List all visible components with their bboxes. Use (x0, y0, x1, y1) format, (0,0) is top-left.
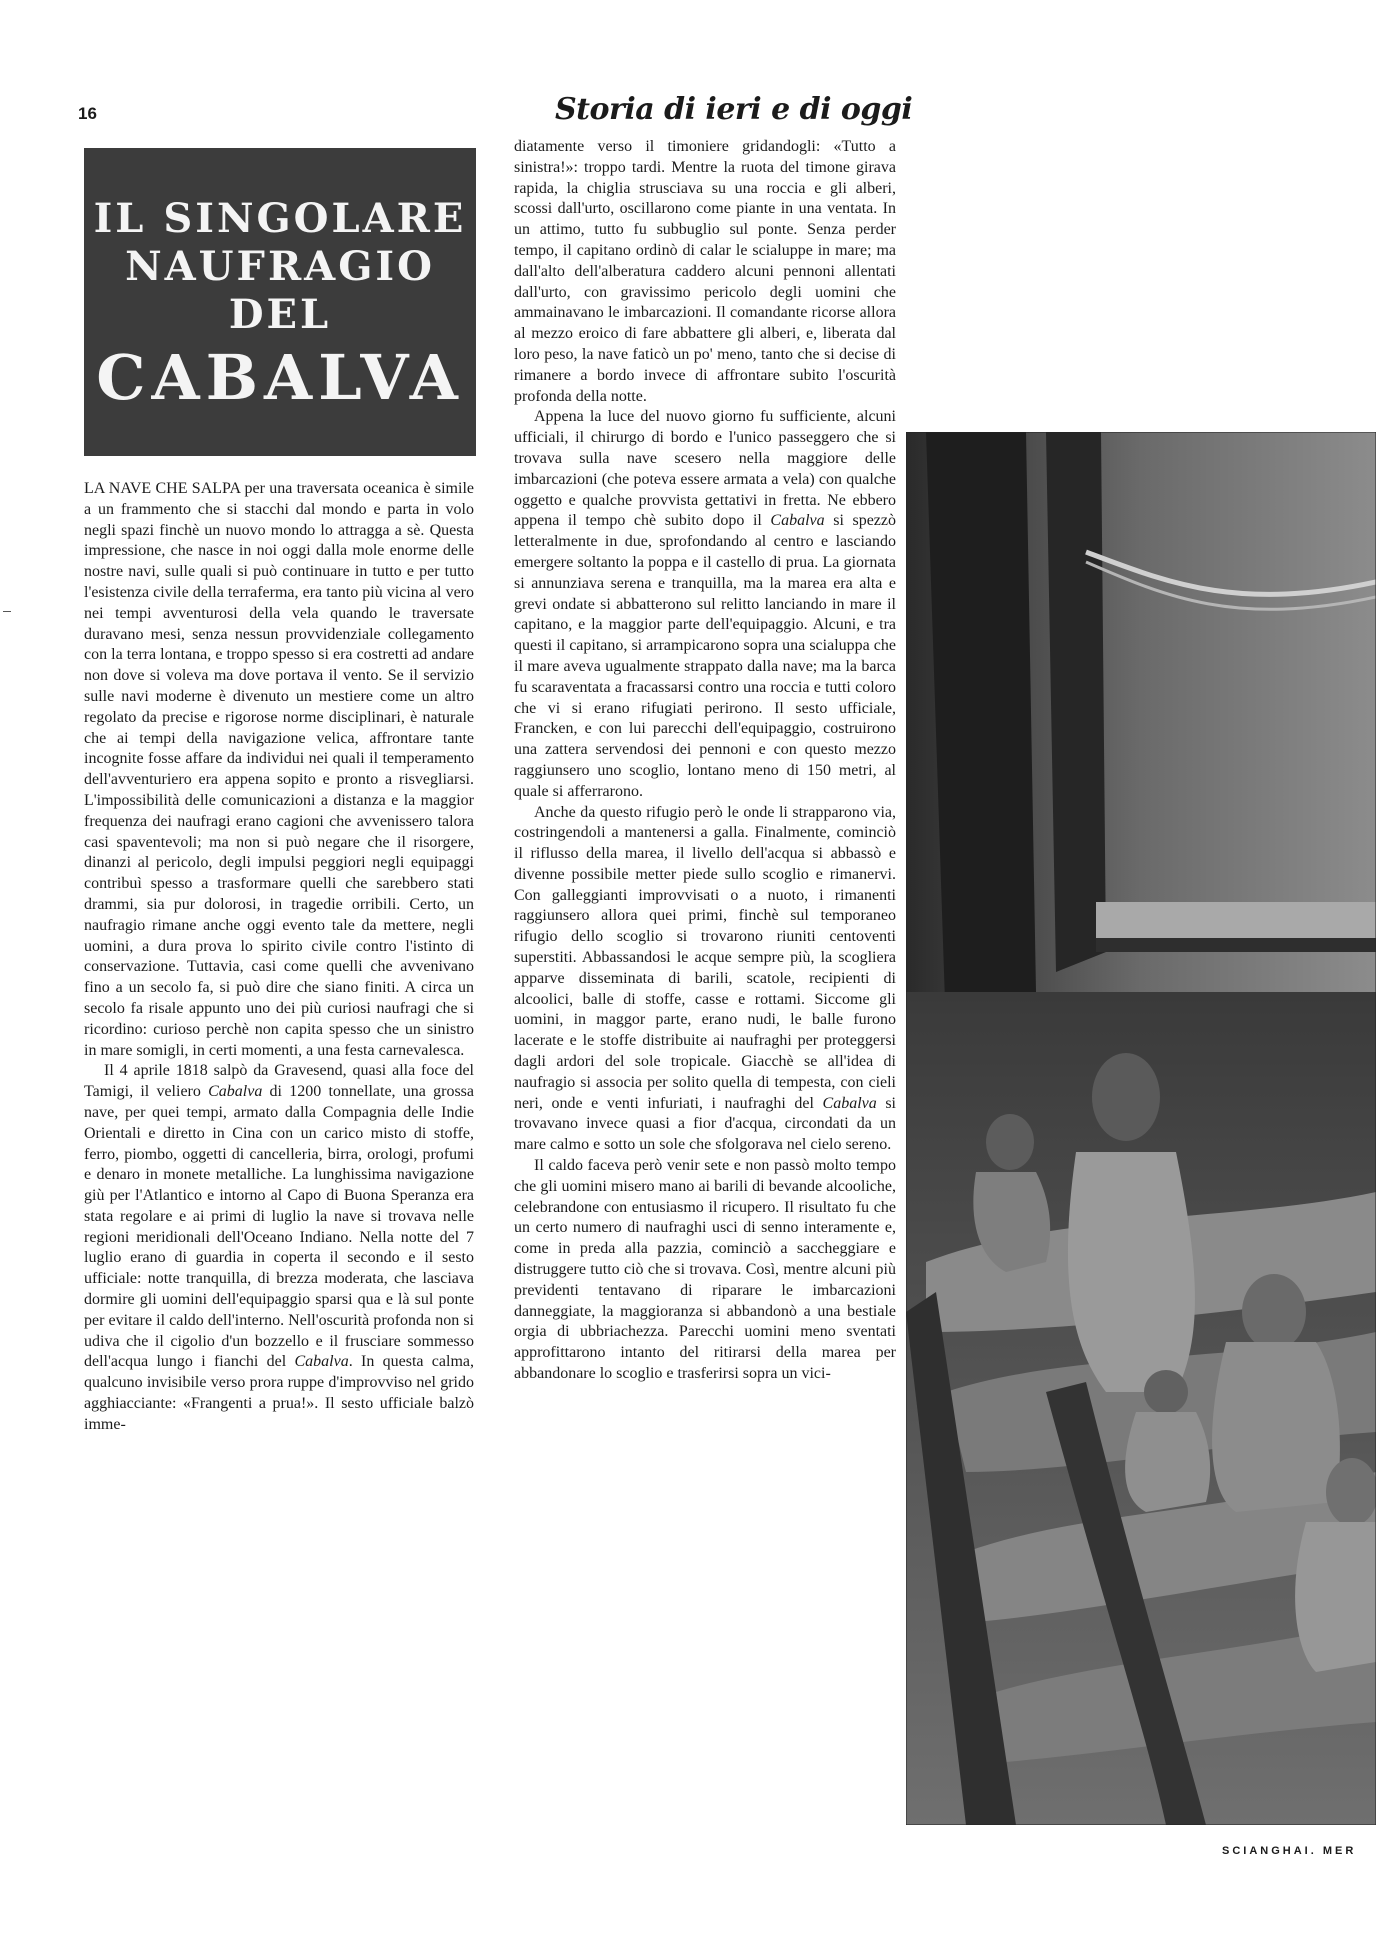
ship-name: Cabalva (770, 512, 825, 530)
ship-name: Cabalva (294, 1353, 349, 1371)
title-line-4: CABALVA (96, 341, 464, 414)
title-line-1: IL SINGOLARE (93, 195, 467, 242)
paragraph: Anche da questo rifugio però le onde li strapparono via, costringendoli a mantenersi a galla. Finalmente, cominciò il riflusso della marea, il livello dell'acqua si abbassò e divenne possibile metter piede sullo scoglio e rimanervi. Con galleggianti improvvisati o a nuoto, i rimanenti raggiunsero allora quei primi, finchè sul temporaneo rifugio dello scoglio si trovarono riuniti centoventi superstiti. Abbassandosi le acque sempre più, la scogliera apparve disseminata di barili, scatole, recipienti di alcoolici, balle di stoffe, casse e rottami. Siccome gli uomini, in maggor parte, erano nudi, le balle furono lacerate e le stoffe distribuite ai naufraghi per proteggersi dagli ardori del sole tropicale. Giacchè se all'idea di naufragio si associa per solito quella di tempesta, con cieli neri, onde e venti infuriati, i naufraghi del Cabalva si trovavano invece quasi a fior d'acqua, circondati da un mare calmo e sotto un sole che sfolgorava nel cielo sereno. (514, 803, 896, 1154)
paragraph: Appena la luce del nuovo giorno fu sufficiente, alcuni ufficiali, il chirurgo di bordo e l'unico passeggero che si trovava sulla nave scesero nella maggiore delle imbarcazioni (che poteva essere armata a vela) con qualche oggetto e qualche provvista gettativi in fretta. Ne ebbero appena il tempo chè subito dopo il Cabalva si spezzò letteralmente in due, sprofondando al centro e lasciando emergere soltanto la poppa e il castello di prua. La giornata si annunziava serena e tranquilla, ma la marea era alta e grevi ondate si abbatterono sul relitto lanciando in mare il capitano, e la maggior parte dell'equipaggio. Alcuni, e tra questi il capitano, si arrampicarono sopra una scialuppa che il mare aveva ugualmente strappato dalla nave; ma la barca fu scaraventata a fracassarsi contro una roccia e tutti coloro che vi si erano rifugiati perirono. Il sesto ufficiale, Francken, e con lui parecchi dell'equipaggio, costruirono una zattera servendosi dei pennoni e con questo mezzo raggiunsero uno scoglio, lontano meno di 150 metri, al quale si afferrarono. (514, 408, 896, 800)
photo-caption: SCIANGHAI. MER (1222, 1845, 1357, 1857)
article-column-2 (514, 137, 896, 1385)
photograph (906, 432, 1376, 1825)
ship-name: Cabalva (822, 1094, 877, 1112)
article-column-1 (84, 479, 474, 1436)
lead-in: LA NAVE CHE SALPA (84, 480, 241, 497)
ship-name: Cabalva (208, 1083, 263, 1101)
title-line-3: DEL (228, 291, 332, 338)
title-line-2: NAUFRAGIO (125, 243, 435, 290)
margin-mark (3, 611, 11, 612)
paragraph: Il 4 aprile 1818 salpò da Gravesend, quasi alla foce del Tamigi, il veliero Cabalva di 1200 tonnellate, una grossa nave, per quei tempi, armato dalla Compagnia delle Indie Orientali e diretto in Cina con un carico misto di stoffe, ferro, piombo, oggetti di cancelleria, birra, orologi, profumi e denaro in monete metalliche. La lunghissima navigazione giù per l'Atlantico e intorno al Capo di Buona Speranza era stata regolare e ai primi di luglio la nave si trovava nelle regioni meridionali dell'Oceano Indiano. Nella notte del 7 luglio erano di guardia in coperta il secondo e il sesto ufficiale: notte tranquilla, di brezza moderata, che lasciava dormire gli uomini dell'equipaggio sparsi qua e là sul ponte per evitare il caldo dell'interno. Nell'oscurità profonda non si udiva che il cigolio d'un bozzello e il frusciare sommesso dell'acqua lungo i fianchi del Cabalva. In questa calma, qualcuno invisibile verso prora ruppe d'improvviso nel grido agghiacciante: «Frangenti a prua!». Il sesto ufficiale balzò imme- (84, 1062, 475, 1433)
paragraph: LA NAVE CHE SALPA per una traversata oceanica è simile a un frammento che si stacchi dal mondo e parta in volo negli spazi finchè un nuovo mondo lo attragga a sè. Questa impressione, che nasce in noi oggi dalla mole enorme delle nostre navi, sulle quali si può continuare in tutto e per tutto l'esistenza civile della terraferma, era tanto più vicina al vero nei tempi avventurosi della vela quando le traversate duravano mesi, senza nessun provvidenziale collegamento con la terra lontana, e troppo spesso si era costretti ad andare non dove si voleva ma dove portava il vento. Se il servizio sulle navi moderne è divenuto un mestiere come un altro regolato da precise e rigorose norme disciplinari, è naturale che ai tempi della navigazione velica, affrontare tante incognite fosse affare da individui nei quali il temperamento dell'avventuriero era appena sopito e pronto a risvegliarsi. L'impossibilità delle comunicazioni a distanza e la maggior frequenza dei naufragi erano cagioni che avvenissero talora casi spaventevoli; ma non si può negare che il risorgere, dinanzi al pericolo, degli impulsi peggiori negli equipaggi contribuì spesso a trasformare quelli che sarebbero stati drammi, sia pur dolorosi, in tragedie orribili. Certo, un naufragio rimane anche oggi evento tale da mettere, negli uomini, a dura prova lo spirito civile contro l'istinto di conservazione. Tuttavia, casi come quelli che avvenivano fino a un secolo fa, si può dire che siano finiti. A circa un secolo fa risale appunto uno dei più curiosi naufragi che si ricordino: curioso perchè non capita spesso che un sinistro in mare somigli, in certi momenti, a una festa carnevalesca. (84, 480, 474, 1059)
paragraph: Il caldo faceva però venir sete e non passò molto tempo che gli uomini misero mano ai barili di bevande alcooliche, celebrandone con entusiasmo il ricupero. Il risultato fu che un certo numero di naufraghi usci di senno interamente e, come in preda alla pazzia, cominciò a saccheggiare e distruggere tutto ciò che si trovava. Così, mentre alcuni più previdenti tentavano di riparare le imbarcazioni danneggiate, la maggioranza si abbandonò a una bestiale orgia di ubbriachezza. Parecchi uomini meno sventati approfittarono intanto del ritirarsi della marea per abbandonare lo scoglio e trasferirsi sopra un vici- (514, 1157, 896, 1383)
page-number: 16 (78, 104, 97, 123)
title-box (84, 148, 476, 456)
running-head: Storia di ieri e di oggi (555, 92, 913, 127)
paragraph: diatamente verso il timoniere gridandogli: «Tutto a sinistra!»: troppo tardi. Mentre la ruota del timone girava rapida, la chiglia strusciava su una roccia e gli alberi, scossi dall'urto, oscillarono come piante in una ventata. In un attimo, tutto fu subbuglio sul ponte. Senza perder tempo, il capitano ordinò di calar le scialuppe in mare; ma dall'alto dell'alberatura caddero alcuni pennoni allentati dall'urto, con gravissimo pericolo degli uomini che ammainavano le imbarcazioni. Il comandante ricorse allora al mezzo eroico di fare abbattere gli alberi, e, liberata dal loro peso, la nave faticò un po' meno, tanto che si decise di rimanere a bordo invece di affrontare subito l'oscurità profonda della notte. (514, 138, 896, 405)
